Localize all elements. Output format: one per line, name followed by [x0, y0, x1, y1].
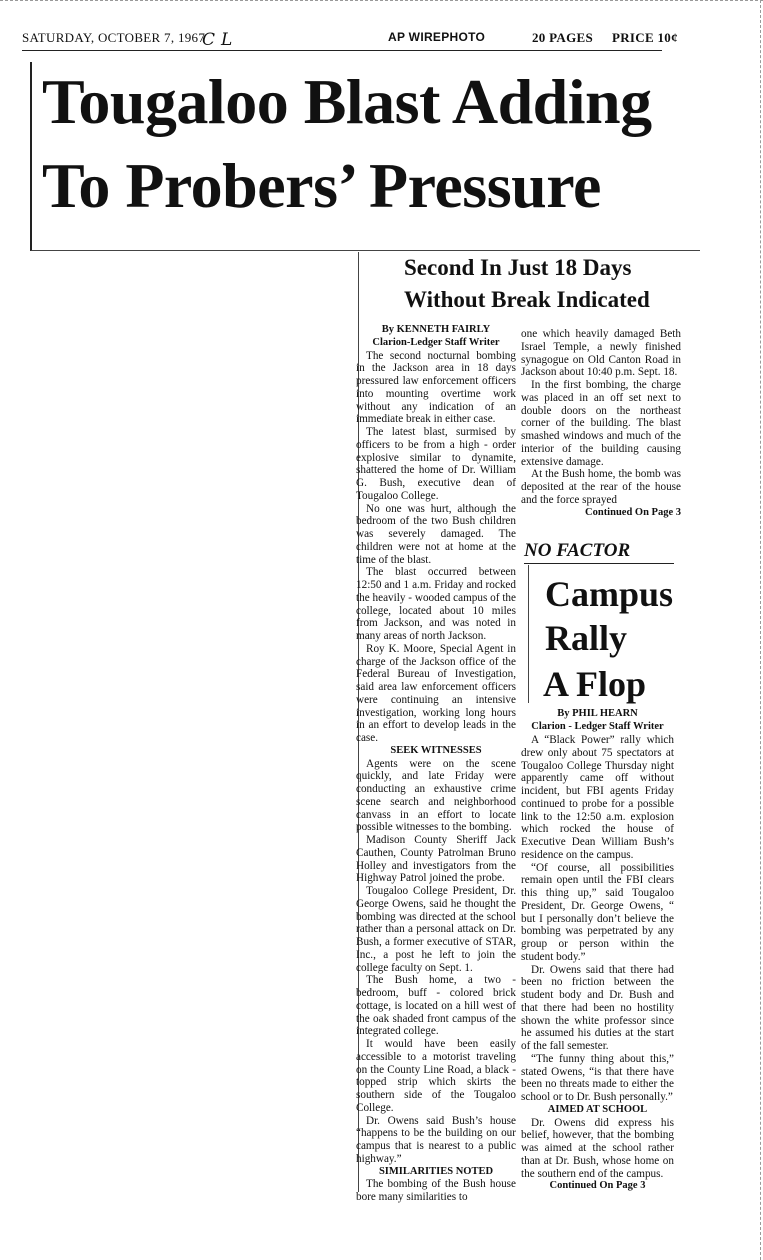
- story2-byline-title: Clarion - Ledger Staff Writer: [531, 720, 664, 732]
- story2-paragraph: Dr. Owens did express his belief, however, that the bombing was aimed at the school rather than at Dr. Bush, whose home on the southern end of the campus.: [521, 1116, 674, 1180]
- story1-paragraph: Tougaloo College President, Dr. George Owens, said he thought the bombing was directed at the school rather than a personal attack on Dr. Bush, a former executive of STAR, Inc., a post he left to join the college faculty on Sept. 1.: [356, 885, 516, 974]
- story2-byline-block: [521, 708, 674, 734]
- subheadline-line-2: Without Break Indicated: [404, 287, 650, 312]
- story1-paragraph: Roy K. Moore, Special Agent in charge of the Jackson office of the Federal Bureau of Investigation, said area law enforcement officers were continuing an intensive investigation, working long hours in an effort to develop leads in the case.: [356, 642, 516, 744]
- story1-paragraph: No one was hurt, although the bedroom of the two Bush children was severely damaged. The children were not at home at the time of the blast.: [356, 502, 516, 566]
- story1-paragraph: The blast occurred between 12:50 and 1 a.m. Friday and rocked the heavily - wooded campus of the college, located about 10 miles from Jackson, and was noted in many areas of north Jackson.: [356, 566, 516, 642]
- story2-continued-link[interactable]: Continued On Page 3: [549, 1180, 646, 1192]
- story1-column-1: [356, 324, 516, 1204]
- story1-column-2: [521, 328, 681, 519]
- story2-paragraph: Dr. Owens said that there had been no friction between the student body and Dr. Bush and that there had been no hostility shown the white professor since he assumed his duties at the start of the fall semester.: [521, 963, 674, 1052]
- story1-subhead-seek-witnesses: SEEK WITNESSES: [390, 744, 482, 756]
- headline-line-1: Tougaloo Blast Adding: [42, 66, 652, 137]
- story1-paragraph: In the first bombing, the charge was placed in an off set next to double doors on the northeast corner of the building. The blast smashed windows and much of the interior of the building causing extensive damage.: [521, 379, 681, 468]
- masthead-date: SATURDAY, OCTOBER 7, 1967: [22, 30, 206, 45]
- story2-headline-line-2: Rally: [545, 618, 628, 658]
- masthead: [22, 30, 682, 50]
- masthead-rule: [22, 50, 662, 51]
- story2-kicker-rule: [524, 563, 674, 564]
- scan-border-top: [0, 0, 763, 3]
- story1-paragraph: The latest blast, surmised by officers to be from a high - order explosive similar to dynamite, shattered the home of Dr. William G. Bush, executive dean of Tougaloo College.: [356, 426, 516, 502]
- story2-paragraph: A “Black Power” rally which drew only about 75 spectators at Tougaloo College Thursday night apparently came off without incident, but FBI agents Friday continued to probe for a possible link to the 12:50 a.m. explosion which rocked the house of Executive Dean William Bush’s residence on the campus.: [521, 734, 674, 861]
- story1-paragraph: It would have been easily accessible to a motorist traveling on the County Line Road, a black - topped strip which skirts the southern side of the Tougaloo College.: [356, 1038, 516, 1114]
- story1-byline: By KENNETH FAIRLY: [381, 324, 491, 335]
- story2-column: [521, 734, 674, 1193]
- story1-paragraph: The bombing of the Bush house bore many similarities to: [356, 1178, 516, 1203]
- story2-headline-line-3: A Flop: [543, 664, 647, 704]
- story2-paragraph: “The funny thing about this,” stated Owens, “is that there have been no threats made to either the school or to Dr. Bush personally.”: [521, 1052, 674, 1103]
- headline-line-2: To Probers’ Pressure: [42, 150, 601, 221]
- story1-paragraph: The second nocturnal bombing in the Jackson area in 18 days pressured law enforcement officers into mounting overtime work without any indication of an immediate break in either case.: [356, 349, 516, 426]
- masthead-price: PRICE 10¢: [612, 30, 678, 45]
- headline-box: [30, 62, 700, 251]
- story1-paragraph: At the Bush home, the bomb was deposited at the rear of the house and the force sprayed: [521, 468, 681, 506]
- story1-byline-title: Clarion-Ledger Staff Writer: [372, 336, 500, 348]
- masthead-pages: 20 PAGES: [532, 30, 594, 45]
- scan-border-right: [759, 0, 761, 1260]
- story1-continued-link[interactable]: Continued On Page 3: [585, 506, 681, 518]
- story1-paragraph: Dr. Owens said Bush’s house “happens to be the building on our campus that is nearest to a public highway.”: [356, 1114, 516, 1165]
- handwritten-mark: C L: [202, 30, 233, 50]
- story1-paragraph: Agents were on the scene quickly, and late Friday were conducting an exhaustive crime scene search and neighborhood canvass in an effort to locate possible witnesses to the bombing.: [356, 757, 516, 834]
- story1-subhead-similarities: SIMILARITIES NOTED: [378, 1165, 494, 1177]
- story2-subhead-aimed: AIMED AT SCHOOL: [547, 1103, 648, 1115]
- subheadline-line-1: Second In Just 18 Days: [404, 255, 632, 280]
- story1-paragraph: The Bush home, a two - bedroom, buff - colored brick cottage, is located on a hill west of the oak shaded front campus of the integrated college.: [356, 974, 516, 1038]
- story2-kicker: NO FACTOR: [524, 540, 631, 561]
- story2-headline-line-1: Campus: [545, 574, 674, 614]
- subheadline: [404, 252, 694, 316]
- story1-paragraph: one which heavily damaged Beth Israel Temple, a newly finished synagogue on Old Canton Road in Jackson about 10:40 p.m. Sept. 18.: [521, 328, 681, 379]
- story1-paragraph: Madison County Sheriff Jack Cauthen, County Patrolman Bruno Holley and investigators from the Highway Patrol joined the probe.: [356, 834, 516, 885]
- story2-byline: By PHIL HEARN: [557, 708, 638, 719]
- story2-paragraph: “Of course, all possibilities remain open until the FBI clears this thing up,” said Tougaloo President, Dr. George Owens, “ but I personally don’t believe the bombing was perpetrated by any group or person within the student body.”: [521, 861, 674, 963]
- masthead-wirephoto: AP WIREPHOTO: [388, 30, 486, 44]
